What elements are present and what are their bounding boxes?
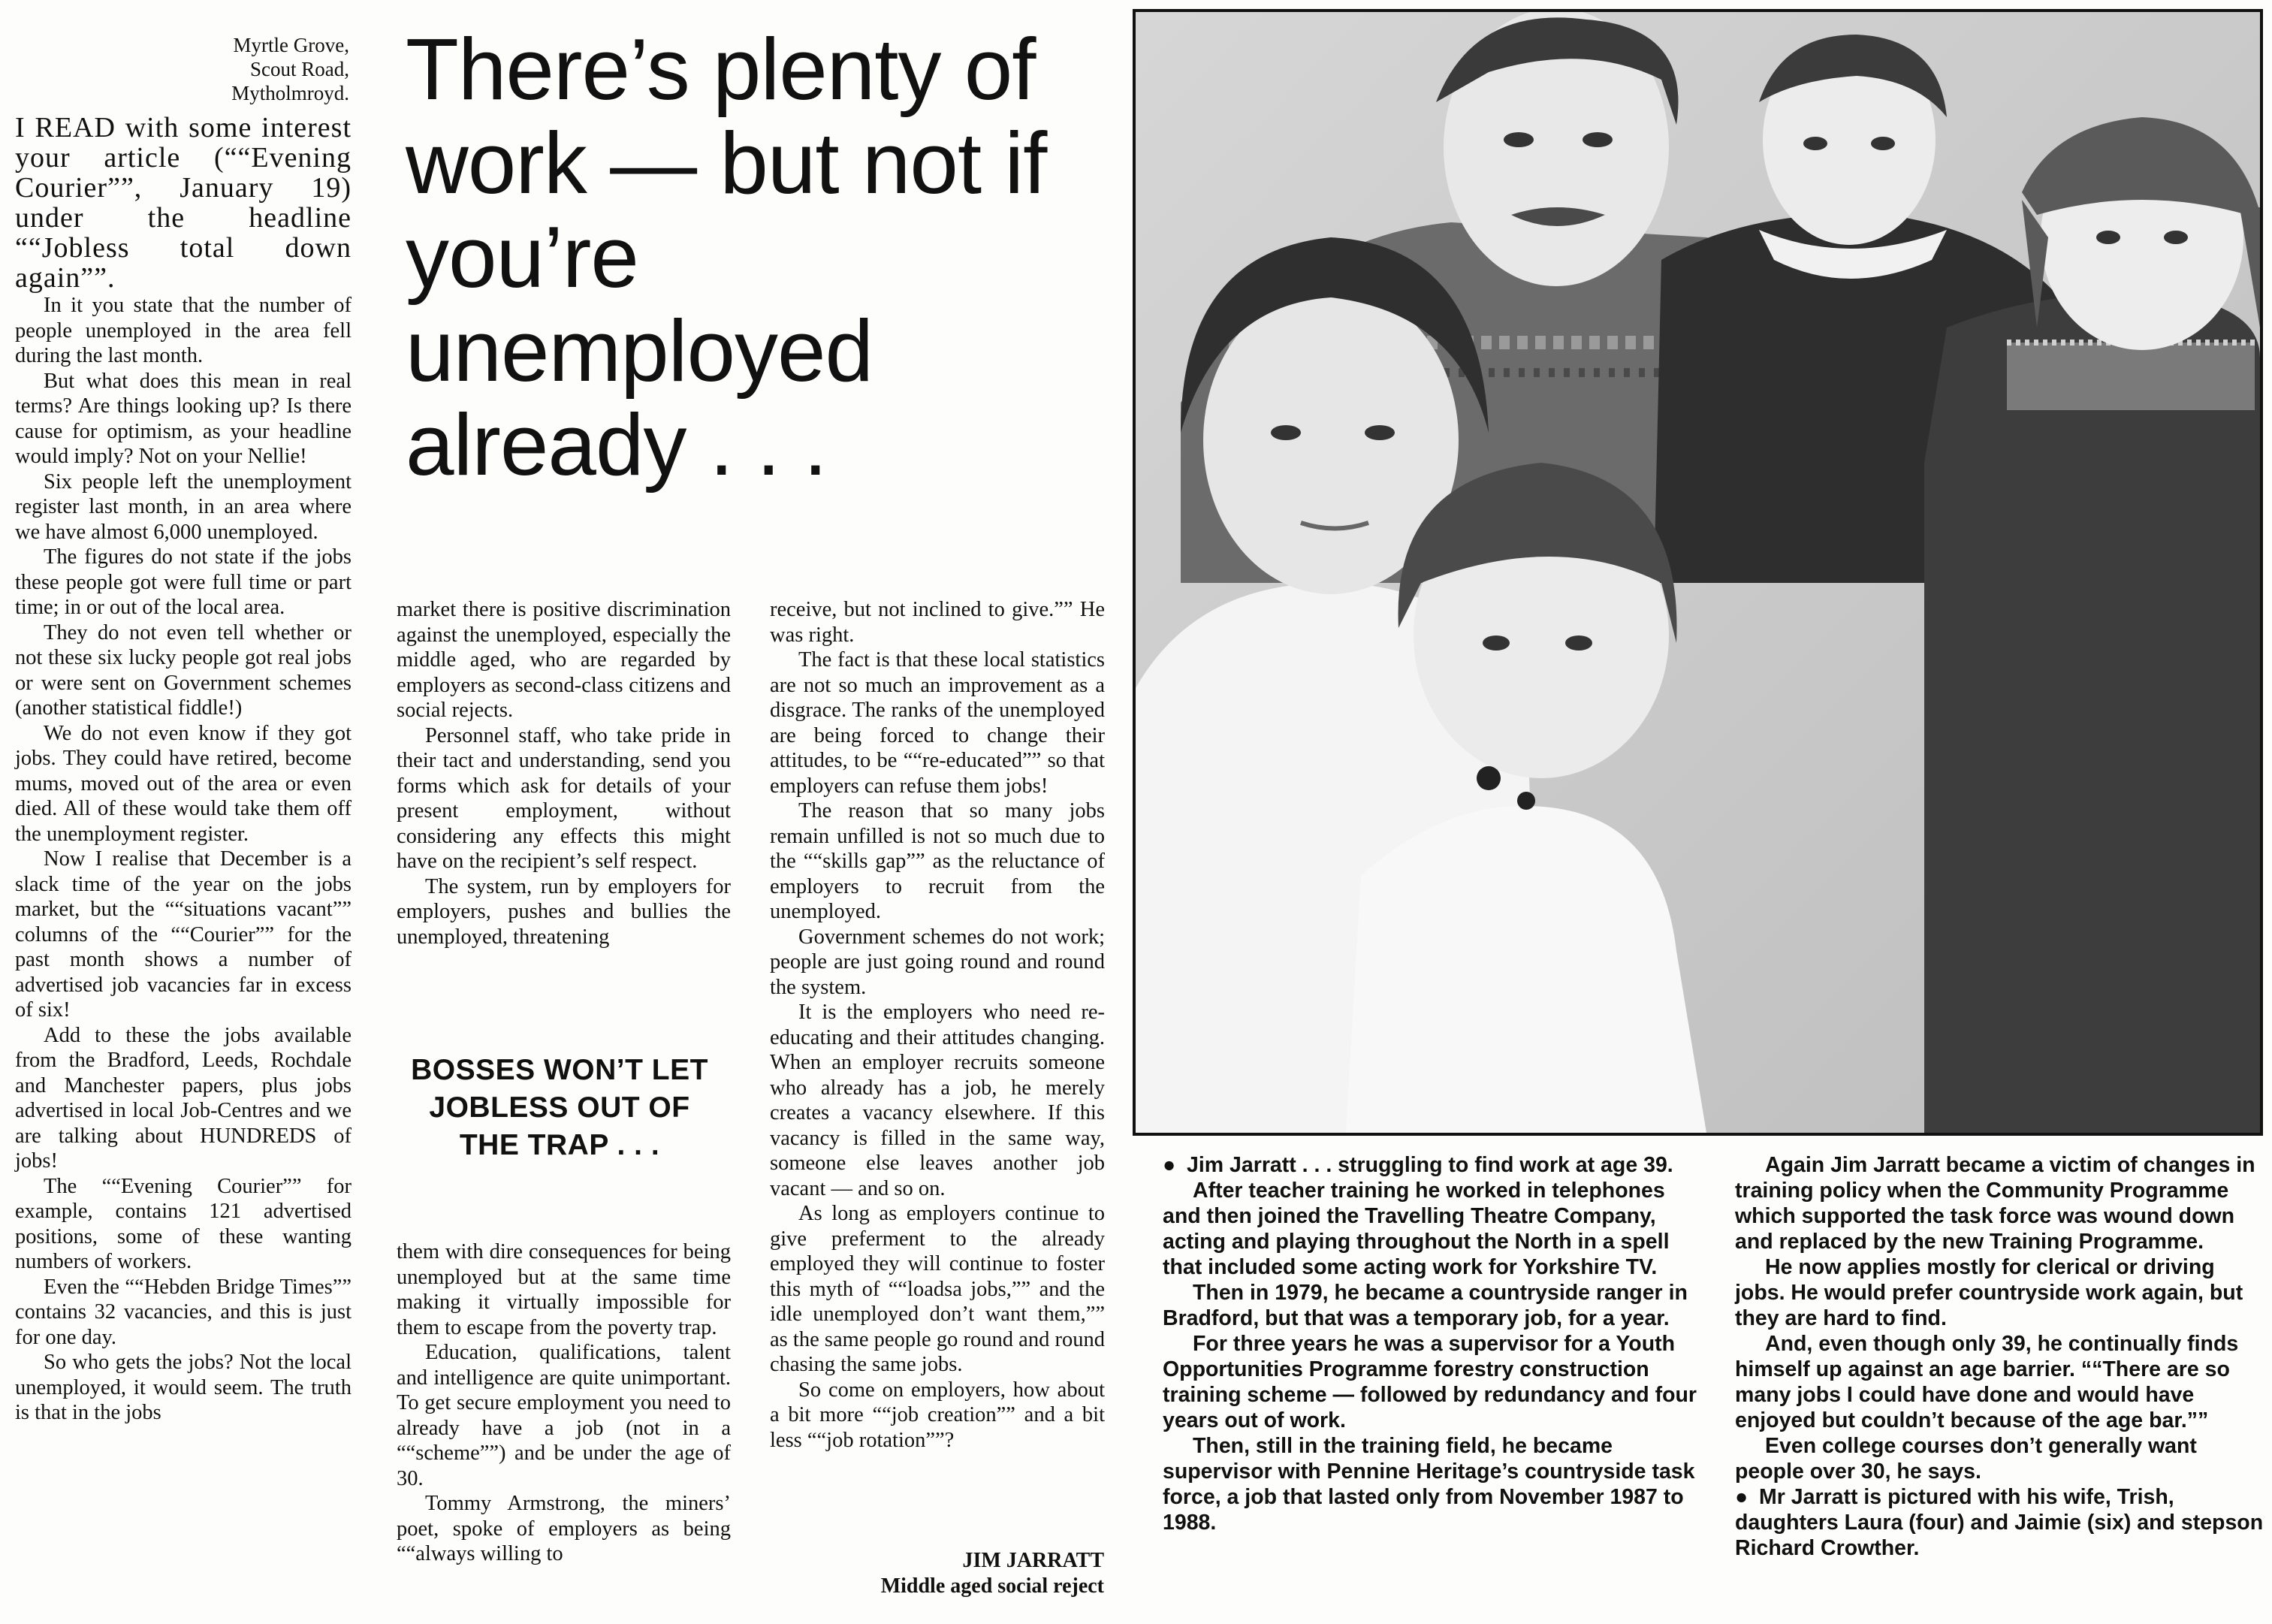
letter-paragraph: We do not even know if they got jobs. They could have retired, become mums, moved out of the area or even died. All of these would take them off the unemployment register. (15, 721, 352, 846)
letter-paragraph: them with dire consequences for being unemployed but at the same time making it virtually impossible for them to escape from the poverty trap. (397, 1240, 731, 1339)
address-line: Mytholmroyd. (231, 82, 349, 104)
letter-paragraph: Government schemes do not work; people are just going round and round the system. (770, 925, 1105, 999)
letter-paragraph: It is the employers who need re-educating and their attitudes changing. When an employer recruits someone who already has a job, he merely creates a vacancy elsewhere. If this vacancy is filled in the same way, someone else leaves another job vacant — and so on. (770, 1001, 1105, 1200)
letter-paragraph: Personnel staff, who take pride in their tact and understanding, send you forms which ask for details of your present employment, without considering any effects this might have on the recipient’s self respect. (397, 723, 731, 873)
caption-paragraph: Again Jim Jarratt became a victim of changes in training policy when the Community Programme which supported the task force was wound down and replaced by the new Training Programme. (1735, 1153, 2255, 1254)
letter-paragraph: receive, but not inclined to give.”” He was right. (770, 598, 1105, 647)
letter-paragraph: market there is positive discrimination against the unemployed, especially the middle aged, who are regarded by employers as second-class citizens and social rejects. (397, 598, 731, 722)
letter-paragraph: Education, qualifications, talent and intelligence are quite unimportant. To get secure employment you need to already have a job (not in a ““scheme””) and be under the age of 30. (397, 1341, 731, 1490)
letter-paragraph: They do not even tell whether or not these six lucky people got real jobs or were sent on Government schemes (another statistical fiddle!) (15, 620, 352, 720)
letter-paragraph: As long as employers continue to give preferment to the already employed they will continue to foster this myth of ““loadsa jobs,”” and the idle unemployed don’t want them,”” as the same people go round and round chasing the same jobs. (770, 1202, 1105, 1376)
caption-column-1 (1163, 1152, 1703, 1535)
letter-signature (759, 1548, 1104, 1599)
letter-paragraph: But what does this mean in real terms? Are things looking up? Is there cause for optimism, as your headline would imply? Not on your Nellie! (15, 369, 352, 468)
caption-paragraph: Then, still in the training field, he became supervisor with Pennine Heritage’s countryside task force, a job that lasted only from November 1987 to 1988. (1163, 1434, 1695, 1535)
caption-paragraph: After teacher training he worked in telephones and then joined the Travelling Theatre Company, acting and playing throughout the North in a spell that included some acting work for Yorkshire TV. (1163, 1179, 1670, 1279)
bullet-icon: ● (1163, 1153, 1176, 1177)
letter-paragraph: The fact is that these local statistics are not so much an improvement as a disgrace. The ranks of the unemployed are being forced to change their attitudes, to be ““re-educated”” so that employers can refuse them jobs! (770, 648, 1105, 798)
letter-column-3 (770, 597, 1105, 1453)
family-photo (1133, 9, 2263, 1136)
subheadline: BOSSES WON’T LET JOBLESS OUT OF THE TRAP . . . (411, 1054, 708, 1161)
letter-paragraph: Add to these the jobs available from the Bradford, Leeds, Rochdale and Manchester papers, plus jobs advertised in local Job-Centres and we are talking about HUNDREDS of jobs! (15, 1023, 352, 1173)
letter-paragraph: Now I realise that December is a slack time of the year on the jobs market, but the ““situations vacant”” columns of the ““Courier”” for the past month shows a number of advertised job vacancies far in excess of six! (15, 847, 352, 1022)
letter-paragraph: Tommy Armstrong, the miners’ poet, spoke of employers as being ““always willing to (397, 1492, 731, 1565)
signature-name: JIM JARRATT (962, 1549, 1104, 1572)
caption-paragraph (1163, 1152, 1703, 1178)
address-line: Myrtle Grove, (233, 34, 349, 56)
letter-column-1 (15, 113, 352, 1426)
caption-paragraph: Then in 1979, he became a countryside ranger in Bradford, but that was a temporary job, for a year. (1163, 1281, 1688, 1330)
caption-column-2 (1735, 1152, 2264, 1561)
letter-address (195, 33, 349, 105)
letter-paragraph: Even the ““Hebden Bridge Times”” contains 32 vacancies, and this is just for one day. (15, 1275, 352, 1349)
caption-lead: Jim Jarratt . . . struggling to find work at age 39. (1187, 1153, 1673, 1177)
letter-paragraph: In it you state that the number of people unemployed in the area fell during the last month. (15, 294, 352, 367)
letter-paragraph: So come on employers, how about a bit more ““job creation”” and a bit less ““job rotation””? (770, 1378, 1105, 1452)
signature-title: Middle aged social reject (880, 1574, 1104, 1598)
caption-pictured-text: Mr Jarratt is pictured with his wife, Trish, daughters Laura (four) and Jaimie (six) and stepson Richard Crowther. (1735, 1485, 2264, 1560)
caption-paragraph: He now applies mostly for clerical or driving jobs. He would prefer countryside work again, but they are hard to find. (1735, 1255, 2243, 1330)
caption-paragraph: Even college courses don’t generally want people over 30, he says. (1735, 1434, 2197, 1484)
letter-column-2-bottom (397, 1239, 731, 1567)
headline: There’s plenty of work — but not if you’re unemployed already . . . (406, 20, 1047, 494)
letter-paragraph: The ““Evening Courier”” for example, contains 121 advertised positions, some of these wanting numbers of workers. (15, 1174, 352, 1273)
letter-paragraph: The reason that so many jobs remain unfilled is not so much due to the ““skills gap”” as the reluctance of employers to recruit from the unemployed. (770, 799, 1105, 923)
family-photo-image (1136, 12, 2260, 1133)
bullet-icon: ● (1735, 1485, 1749, 1509)
caption-paragraph: For three years he was a supervisor for a Youth Opportunities Programme forestry construction training scheme — followed by redundancy and four years out of work. (1163, 1332, 1697, 1432)
letter-paragraph: I READ with some interest your article (““Evening Courier””, January 19) under the headline ““Jobless total down again””. (15, 112, 352, 294)
letter-column-2-top (397, 597, 731, 949)
caption-pictured (1735, 1484, 2264, 1561)
caption-paragraph: And, even though only 39, he continually finds himself up against an age barrier. ““There are so many jobs I could have done and would have enjoyed but couldn’t because of the age bar.”” (1735, 1332, 2239, 1432)
letter-paragraph: The system, run by employers for employers, pushes and bullies the unemployed, threatening (397, 874, 731, 949)
address-line: Scout Road, (250, 58, 349, 80)
letter-paragraph: The figures do not state if the jobs these people got were full time or part time; in or out of the local area. (15, 545, 352, 619)
letter-paragraph: Six people left the unemployment register last month, in an area where we have almost 6,000 unemployed. (15, 469, 352, 544)
letter-paragraph: So who gets the jobs? Not the local unemployed, it would seem. The truth is that in the jobs (15, 1351, 352, 1424)
